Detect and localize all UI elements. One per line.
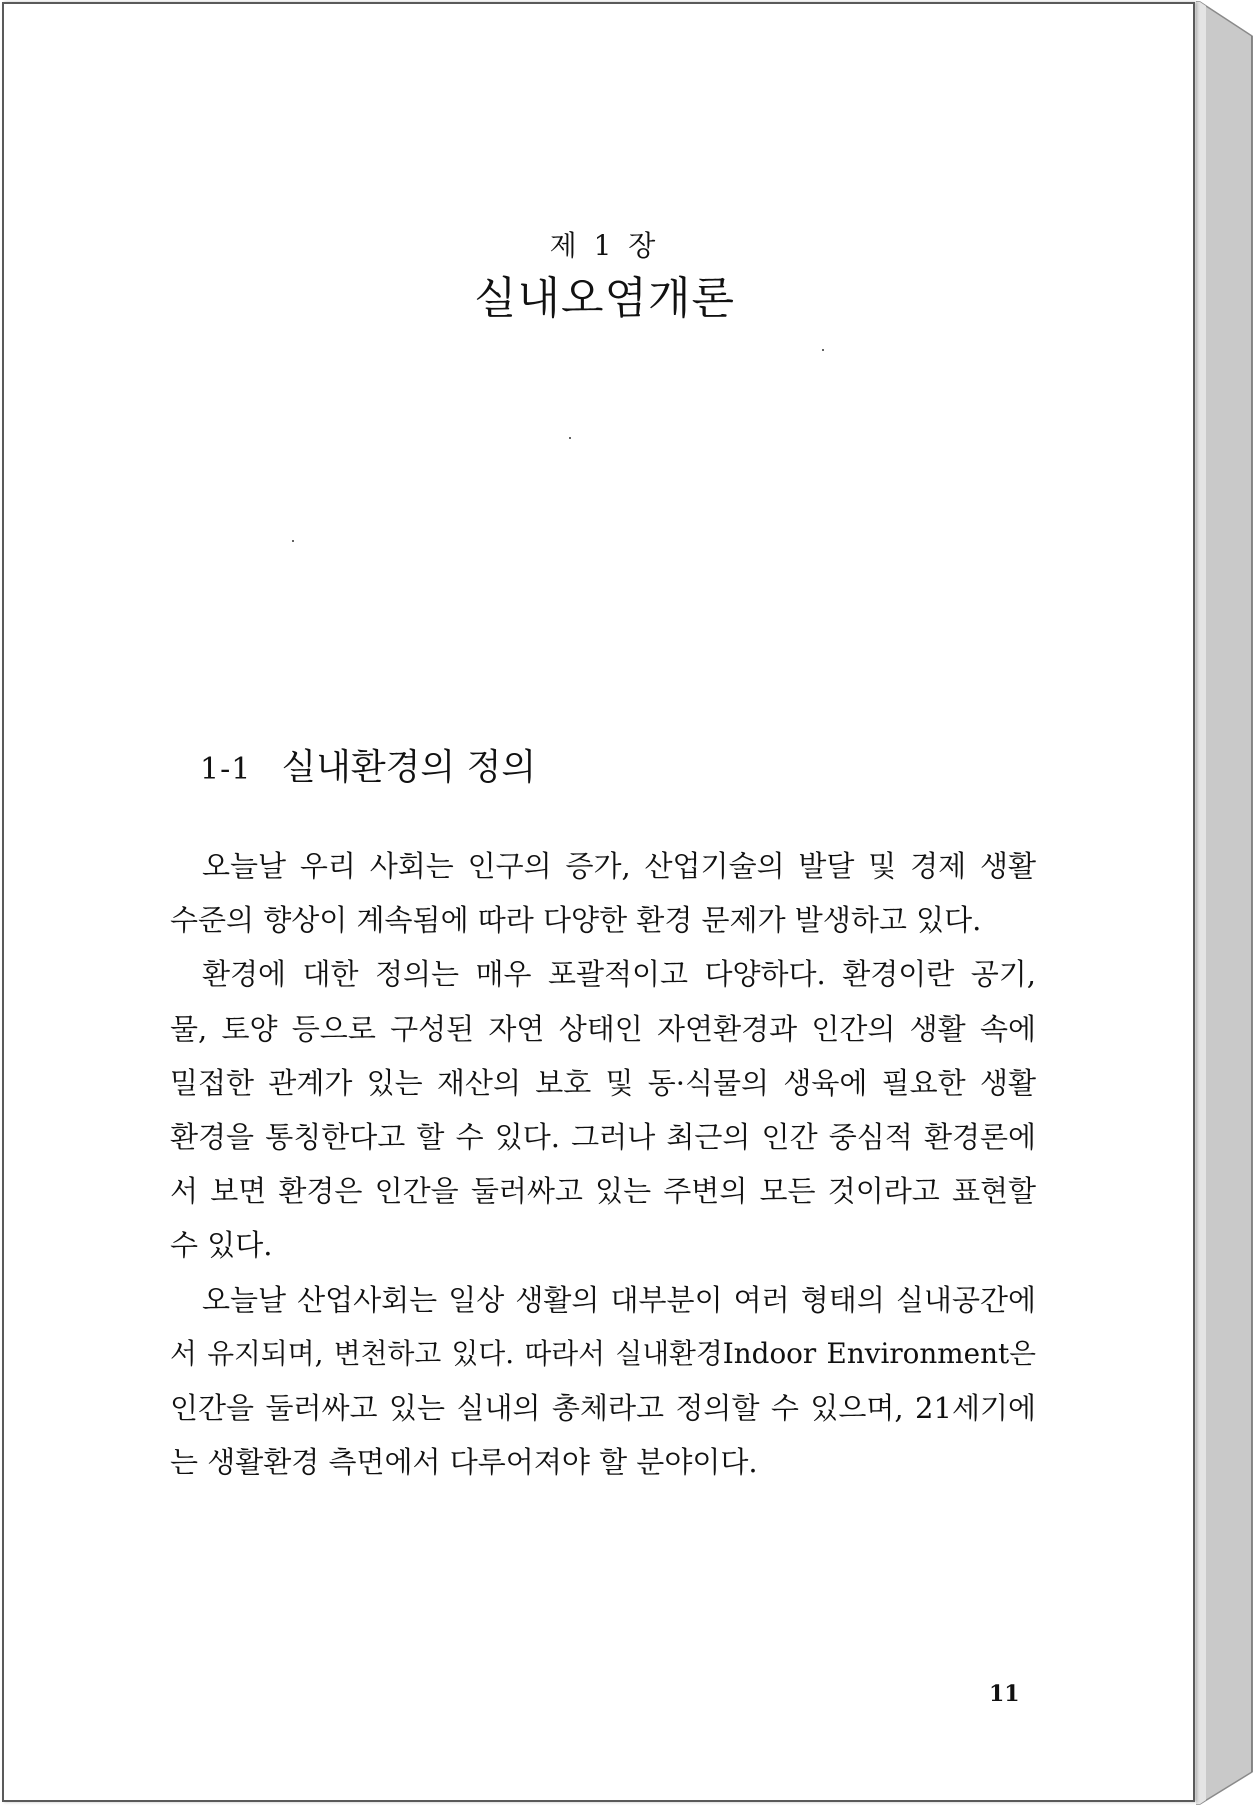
chapter-title: 실내오염개론	[473, 273, 736, 324]
chapter-number: 제 1 장	[549, 229, 660, 262]
text-line: 환경을 통칭한다고 할 수 있다. 그러나 최근의 인간 중심적 환경론에	[170, 1120, 1036, 1155]
text-line: 오늘날 우리 사회는 인구의 증가, 산업기술의 발달 및 경제 생활	[202, 849, 1036, 883]
scan-speck	[822, 349, 824, 351]
text-line: 서 유지되며, 변천하고 있다. 따라서 실내환경Indoor Environment은	[170, 1336, 1036, 1370]
paragraph	[170, 1273, 1036, 1490]
scan-speck	[292, 540, 294, 542]
section-number: 1-1	[200, 752, 252, 787]
text-line: 는 생활환경 측면에서 다루어져야 할 분야이다.	[170, 1445, 758, 1480]
text-line: 밀접한 관계가 있는 재산의 보호 및 동·식물의 생육에 필요한 생활	[170, 1065, 1036, 1100]
page-number: 11	[989, 1681, 1020, 1707]
section-heading	[200, 739, 536, 790]
text-line: 수준의 향상이 계속됨에 따라 다양한 환경 문제가 발생하고 있다.	[170, 903, 982, 938]
page-edge-thickness	[1196, 0, 1254, 1806]
text-line: 환경에 대한 정의는 매우 포괄적이고 다양하다. 환경이란 공기,	[202, 957, 1036, 992]
section-title: 실내환경의 정의	[281, 747, 537, 788]
body-text	[170, 839, 1036, 1489]
paragraph	[170, 947, 1036, 1272]
text-line: 수 있다.	[170, 1228, 273, 1263]
text-line: 물, 토양 등으로 구성된 자연 상태인 자연환경과 인간의 생활 속에	[170, 1011, 1036, 1046]
paragraph	[170, 839, 1036, 947]
scan-speck	[569, 437, 571, 439]
text-line: 오늘날 산업사회는 일상 생활의 대부분이 여러 형태의 실내공간에	[202, 1282, 1036, 1317]
text-line: 서 보면 환경은 인간을 둘러싸고 있는 주변의 모든 것이라고 표현할	[170, 1174, 1036, 1209]
text-line: 인간을 둘러싸고 있는 실내의 총체라고 정의할 수 있으며, 21세기에	[170, 1391, 1036, 1426]
book-page	[2, 2, 1195, 1802]
